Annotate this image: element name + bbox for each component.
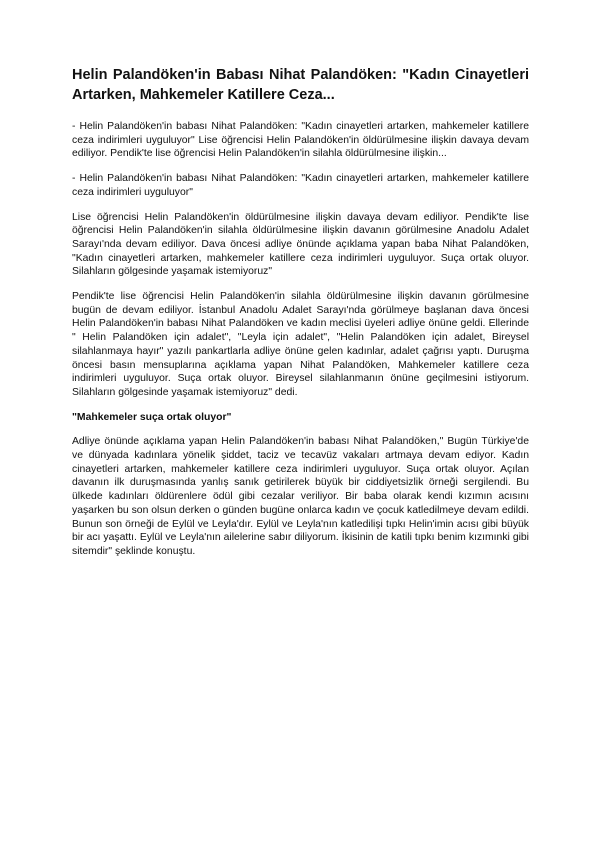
article-paragraph: Lise öğrencisi Helin Palandöken'in öldürülmesine ilişkin davaya devam ediliyor. Pendik'te lise öğrencisi Helin Palandöken'in silahla öldürülmesine ilişkin davanın görülmesine Anadolu Adalet Sarayı'nda devam ediliyor. Dava öncesi adliye önünde açıklama yapan baba Nihat Palandöken, "Kadın cinayetleri artarken, mahkemeler katillere ceza indirimleri uyguluyor. Suça ortak oluyor. Silahların gölgesinde yaşamak istemiyoruz" [72, 211, 529, 278]
article-closing-paragraph: Adliye önünde açıklama yapan Helin Palandöken'in babası Nihat Palandöken," Bugün Türkiye'de ve dünyada kadınlara yönelik şiddet, taciz ve tecavüz vakaları artmaya devam ediyor. Kadın cinayetleri artarken, mahkemeler katillere ceza indirimleri uyguluyor. Suça ortak oluyor. Açılan davanın ilk duruşmasında yanlış sanık getirilerek büyük bir ciddiyetsizlik örneği sergilendi. Bu ülkede kadınları öldürenlere ödül gibi cezalar veriliyor. Bir baba olarak kendi kızımın acısını yaşarken bu son olsun derken o günden bugüne onlarca kadın ve çocuk katledilmeye devam edildi. Bunun son örneği de Eylül ve Leyla'dır. Eylül ve Leyla'nın katledilişi tıpkı Helin'imin acısı gibi büyük bir acı yaşattı. Eylül ve Leyla'nın ailelerine sabır diliyorum. İkisinin de katili tıpkı benim kızımınki gibi sitemdir" şeklinde konuştu. [72, 436, 529, 557]
article-summary: - Helin Palandöken'in babası Nihat Palandöken: "Kadın cinayetleri artarken, mahkemeler katillere ceza indirimleri uyguluyor" Lise öğrencisi Helin Palandöken'in öldürülmesine ilişkin davaya devam ediliyor. Pendik'te lise öğrencisi Helin Palandöken'in silahla öldürülmesine ilişkin... [72, 121, 529, 160]
article [72, 65, 529, 570]
article-spot: - Helin Palandöken'in babası Nihat Palandöken: "Kadın cinayetleri artarken, mahkemeler katillere ceza indirimleri uyguluyor" [72, 173, 529, 198]
article-title: Helin Palandöken'in Babası Nihat Palandöken: "Kadın Cinayetleri Artarken, Mahkemeler Katillere Ceza... [72, 67, 529, 103]
article-subheading: "Mahkemeler suça ortak oluyor" [72, 411, 232, 423]
article-paragraph: Pendik'te lise öğrencisi Helin Palandöken'in silahla öldürülmesine ilişkin davanın görülmesine bugün de devam ediliyor. İstanbul Anadolu Adalet Sarayı'nda görülmeye başlanan dava öncesi Helin Palandöken'in babası Nihat Palandöken ve kadın meclisi üyeleri adliye önüne geldi. Ellerinde " Helin Palandöken için adalet", "Leyla için adalet", "Helin Palandöken için adalet, Bireysel silahlanmaya hayır" yazılı pankartlarla adliye önüne gelen kadınlar, adalet çağrısı yaptı. Duruşma öncesi basın mensuplarına açıklama yapan Nihat Palandöken, Mahkemeler katillere ceza indirimleri uyguluyor. Suça ortak oluyor. Bireysel silahlanmanın önüne geçilmesini istiyorum. Silahların gölgesinde yaşamak istemiyoruz" dedi. [72, 291, 529, 398]
